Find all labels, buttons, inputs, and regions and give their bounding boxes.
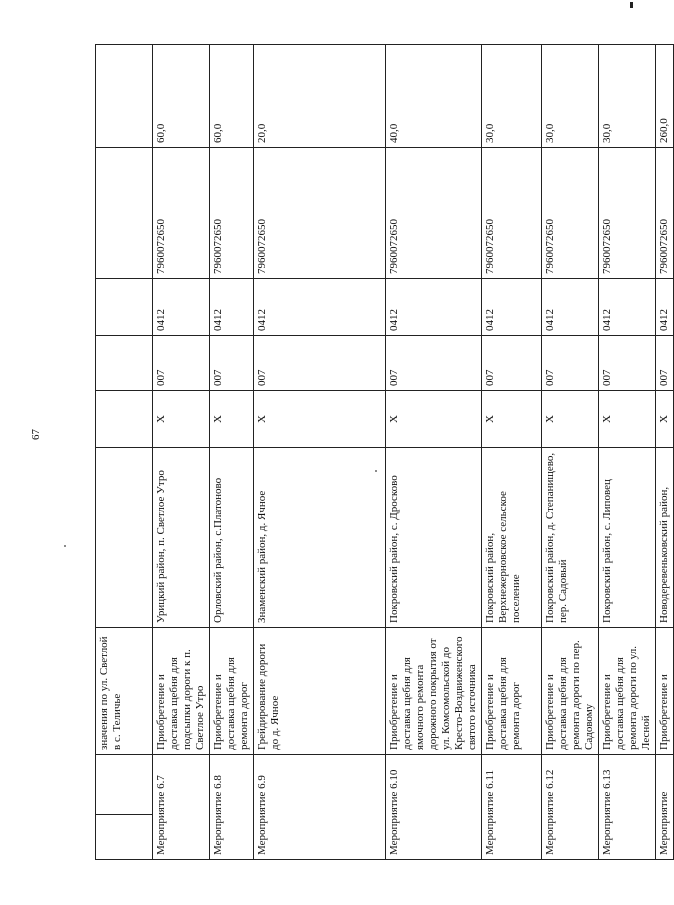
x-mark-cell: Х — [656, 391, 674, 448]
location-cell: Знаменский район, д. Ячное — [254, 448, 386, 628]
page-number: 67 — [30, 429, 42, 440]
amount-cell: 60,0 — [210, 45, 254, 148]
amount-cell: 20,0 — [254, 45, 386, 148]
section-code-cell — [96, 279, 153, 336]
event-cell: Мероприятие — [656, 755, 674, 860]
activity-name-cell: Приобретение и доставка щебня для ремонта дороги по ул. Лесной — [599, 628, 656, 755]
table-row — [96, 45, 153, 860]
target-article-cell — [96, 148, 153, 279]
ministry-code-cell: 007 — [599, 336, 656, 391]
scan-speck — [64, 545, 66, 547]
ministry-code-cell — [96, 336, 153, 391]
event-cell: Мероприятие 6.12 — [542, 755, 599, 860]
location-cell: Орловский район, с.Платоново — [210, 448, 254, 628]
ministry-code-cell: 007 — [153, 336, 210, 391]
location-cell: Покровский район, Верхнежерновское сельское поселение — [482, 448, 542, 628]
event-cell: Мероприятие 6.11 — [482, 755, 542, 860]
amount-cell: 60,0 — [153, 45, 210, 148]
section-code-cell: 0412 — [656, 279, 674, 336]
table-row — [542, 45, 599, 860]
ministry-code-cell: 007 — [254, 336, 386, 391]
target-article-cell: 7960072650 — [153, 148, 210, 279]
amount-cell: 40,0 — [386, 45, 482, 148]
target-article-cell: 7960072650 — [386, 148, 482, 279]
amount-cell: 30,0 — [542, 45, 599, 148]
section-code-cell: 0412 — [599, 279, 656, 336]
ministry-code-cell: 007 — [482, 336, 542, 391]
section-code-cell: 0412 — [153, 279, 210, 336]
activity-name-cell: Приобретение и доставка щебня для ремонта дороги по пер. Садовому — [542, 628, 599, 755]
x-mark-cell: Х — [254, 391, 386, 448]
location-cell: Новодеревеньковский район, — [656, 448, 674, 628]
scan-mark — [630, 2, 633, 8]
activity-name-cell: Приобретение и доставка щебня для ремонта дорог — [482, 628, 542, 755]
location-cell: Покровский район, с. Дросково — [386, 448, 482, 628]
section-code-cell: 0412 — [542, 279, 599, 336]
blank-cell — [96, 815, 153, 860]
table-row — [386, 45, 482, 860]
event-cell — [96, 755, 153, 815]
event-cell: Мероприятие 6.8 — [210, 755, 254, 860]
amount-cell: 260,0 — [656, 45, 674, 148]
amount-cell: 30,0 — [482, 45, 542, 148]
x-mark-cell: Х — [210, 391, 254, 448]
event-cell: Мероприятие 6.13 — [599, 755, 656, 860]
location-cell — [96, 448, 153, 628]
target-article-cell: 7960072650 — [542, 148, 599, 279]
ministry-code-cell: 007 — [210, 336, 254, 391]
budget-table — [95, 44, 674, 860]
x-mark-cell: Х — [599, 391, 656, 448]
ministry-code-cell: 007 — [386, 336, 482, 391]
target-article-cell: 7960072650 — [599, 148, 656, 279]
section-code-cell: 0412 — [482, 279, 542, 336]
target-article-cell: 7960072650 — [210, 148, 254, 279]
x-mark-cell: Х — [482, 391, 542, 448]
rotated-page — [95, 45, 670, 860]
ministry-code-cell: 007 — [656, 336, 674, 391]
target-article-cell: 7960072650 — [254, 148, 386, 279]
amount-cell: 30,0 — [599, 45, 656, 148]
section-code-cell: 0412 — [210, 279, 254, 336]
ministry-code-cell: 007 — [542, 336, 599, 391]
table-row — [210, 45, 254, 860]
x-mark-cell: Х — [542, 391, 599, 448]
x-mark-cell: Х — [386, 391, 482, 448]
event-cell: Мероприятие 6.7 — [153, 755, 210, 860]
amount-cell — [96, 45, 153, 148]
table-row — [656, 45, 674, 860]
location-cell: Покровский район, д. Степанищево, пер. Садовый — [542, 448, 599, 628]
table-row — [254, 45, 386, 860]
event-cell: Мероприятие 6.9 — [254, 755, 386, 860]
x-mark-cell: Х — [153, 391, 210, 448]
target-article-cell: 7960072650 — [656, 148, 674, 279]
location-cell: Покровский район, с. Липовец — [599, 448, 656, 628]
target-article-cell: 7960072650 — [482, 148, 542, 279]
location-cell: Урицкий район, п. Светлое Утро — [153, 448, 210, 628]
activity-name-cell: Приобретение и доставка щебня для ремонта дорог — [210, 628, 254, 755]
table-row — [599, 45, 656, 860]
activity-name-cell: Приобретение и доставка щебня для подсыпки дороги к п. Светлое Утро — [153, 628, 210, 755]
table-body — [96, 45, 674, 860]
table-row — [153, 45, 210, 860]
event-cell: Мероприятие 6.10 — [386, 755, 482, 860]
x-mark-cell — [96, 391, 153, 448]
section-code-cell: 0412 — [254, 279, 386, 336]
table-row — [482, 45, 542, 860]
section-code-cell: 0412 — [386, 279, 482, 336]
activity-name-cell: Грейдирование дороги до д. Ячное — [254, 628, 386, 755]
activity-name-cell: Приобретение и доставка щебня для ямочного ремонта дорожного покрытия от ул. Комсомольской до Кресто-Воздвиженского святого источника — [386, 628, 482, 755]
activity-name-cell: значения по ул. Светлой в с. Теличье — [96, 628, 153, 755]
activity-name-cell: Приобретение и — [656, 628, 674, 755]
